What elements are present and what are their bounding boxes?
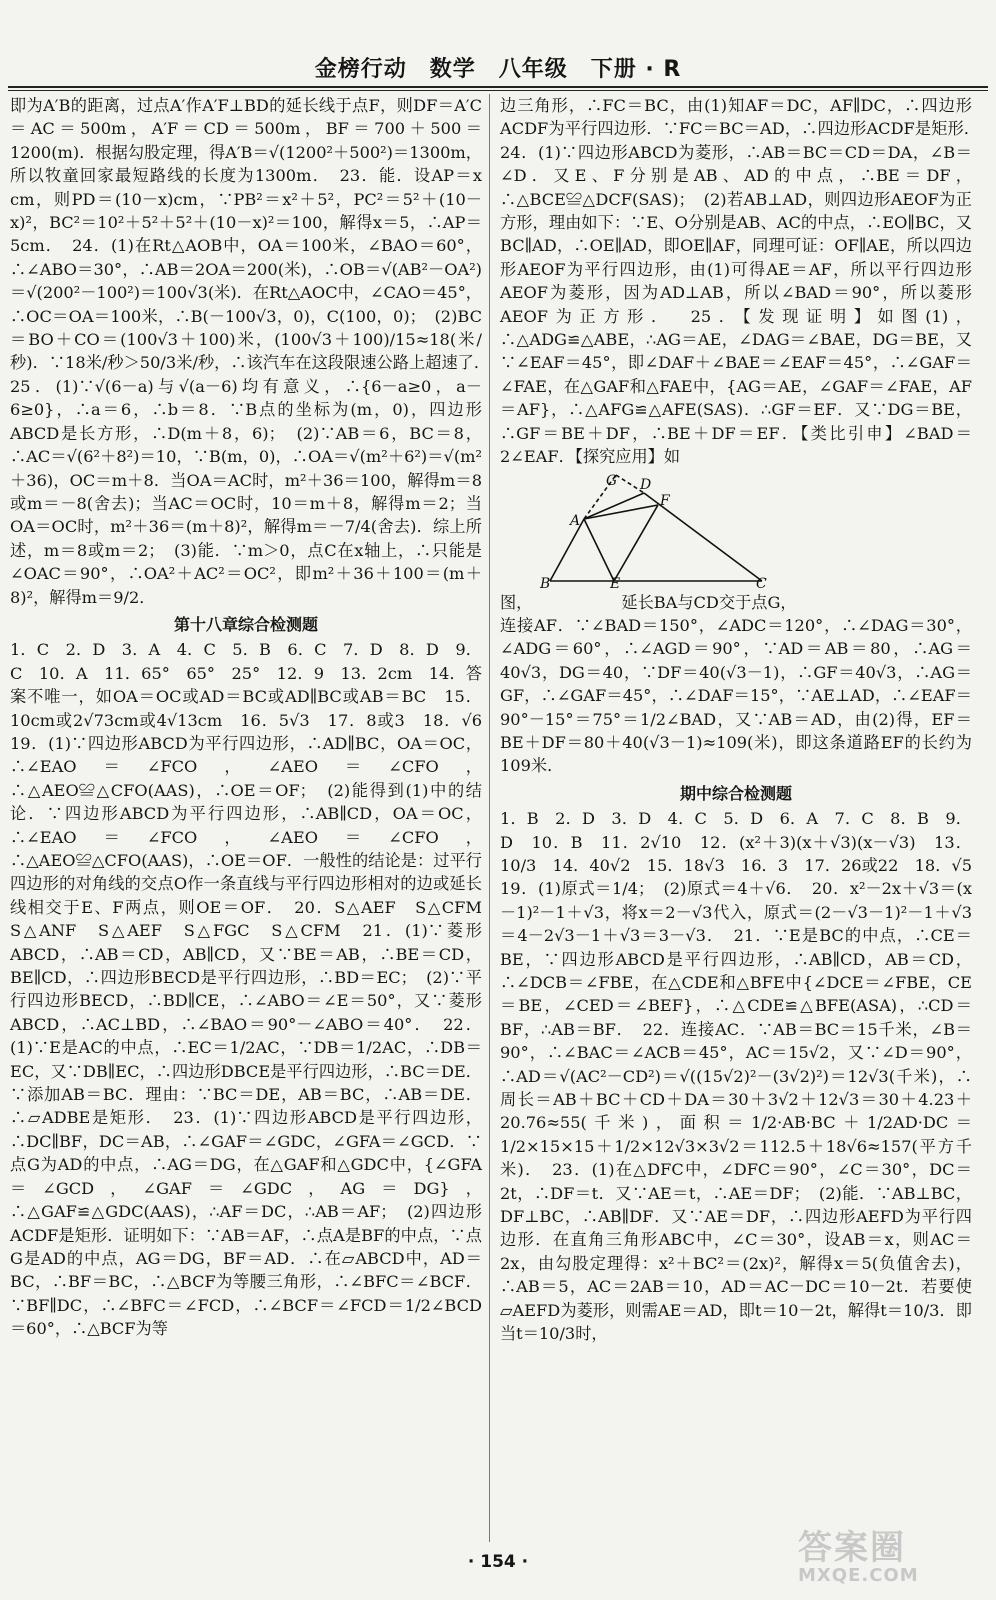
label-f: F bbox=[660, 492, 670, 509]
label-e: E bbox=[610, 575, 621, 592]
section-title-chapter18: 第十八章综合检测题 bbox=[173, 614, 318, 634]
label-b: B bbox=[540, 575, 551, 592]
segment-ae bbox=[584, 519, 614, 581]
label-d: D bbox=[640, 476, 652, 493]
label-a: A bbox=[570, 512, 581, 529]
label-g: G bbox=[606, 472, 618, 489]
watermark-logo bbox=[798, 1520, 978, 1590]
header-rule-thin bbox=[8, 90, 988, 91]
right-column bbox=[500, 94, 989, 1542]
running-header: 金榜行动 数学 八年级 下册 · R bbox=[314, 57, 682, 82]
left-column bbox=[10, 94, 499, 1542]
geometry-figure bbox=[540, 471, 770, 592]
watermark-url: MXQE.COM bbox=[798, 1565, 919, 1586]
right-answers-part1: 边三角形，∴FC＝BC，由(1)知AF＝DC，AF∥DC，∴四边形ACDF为平行四边形．∵FC＝BC＝AD，∴四边形ACDF是矩形． 24．(1)∵四边形ABCD为菱形，∴AB＝BC＝CD＝DA，∠B＝∠D．又E、F分别是AB、AD的中点，∴BE＝DF，∴△BCE≌△DCF(SAS)； (2)若AB⊥AD，则四边形AEOF为正方形，理由如下：∵E、O分别是AB、AC的中点，∴EO∥BC，又BC∥AD，∴OE∥AD，即OE∥AF，同理可证：OF∥AE，所以四边形AEOF为平行四边形，由(1)可得AE＝AF，所以平行四边形AEOF为菱形，因为AD⊥AB，所以∠BAD＝90°，所以菱形AEOF为正方形． 25．【发现证明】如图(1)，∴△ADG≌△ABE，∴AG＝AE，∠DAG＝∠BAE，DG＝BE，又∵∠EAF＝45°，即∠DAF＋∠BAE＝∠EAF＝45°，∴∠GAF＝∠FAE，在△GAF和△FAE中，{AG＝AE，∠GAF＝∠FAE，AF＝AF}，∴△AFG≌△AFE(SAS)．∴GF＝EF．又∵DG＝BE，∴GF＝BE＋DF，∴BE＋DF＝EF．【类比引申】∠BAD＝2∠EAF．【探究应用】如 bbox=[500, 96, 989, 467]
column-divider bbox=[489, 94, 490, 1542]
right-answers-part2: 连接AF．∵∠BAD＝150°，∠ADC＝120°，∴∠DAG＝30°，∠ADG＝60°，∴∠AGD＝90°，∵AD＝AB＝80，∴AG＝40√3，DG＝40，∵DF＝40(√3－1)，∴GF＝40√3，∴AG＝GF，∴∠GAF＝45°，∴∠DAF＝15°，∵AE⊥AD，∴∠EAF＝90°－15°＝75°＝1/2∠BAD，又∵AB＝AD，由(2)得，EF＝BE＋DF＝80＋40(√3－1)≈109(米)，即这条道路EF的长约为109米． bbox=[500, 615, 972, 776]
left-answers-part1: 即为A′B的距离，过点A′作A′F⊥BD的延长线于点F，则DF＝A′C＝AC＝500m，A′F＝CD＝500m，BF＝700＋500＝1200(m)．根据勾股定理，得A′B＝√(1200²＋500²)＝1300m，所以牧童回家最短路线的长度为1300m． 23．能．设AP＝x cm，则PD＝(10－x)cm，∵PB²＝x²＋5²，PC²＝5²＋(10－x)²，BC²＝10²＋5²＋5²＋(10－x)²＝100，解得x＝5，∴AP＝5cm． 24．(1)在Rt△AOB中，OA＝100米，∠BAO＝60°，∴∠ABO＝30°，∴AB＝2OA＝200(米)，∴OB＝√(AB²－OA²)＝√(200²－100²)＝100√3(米)．在Rt△AOC中，∠CAO＝45°，∴OC＝OA＝100米，∴B(－100√3，0)，C(100，0)； (2)BC＝BO＋CO＝(100√3＋100)米，(100√3＋100)/15≈18(米/秒)．∵18米/秒＞50/3米/秒，∴该汽车在这段限速公路上超速了． 25．(1)∵√(6－a)与√(a－6)均有意义，∴{6－a≥0，a－6≥0}，∴a＝6，∴b＝8．∵B点的坐标为(m，0)，四边形ABCD是长方形，∴D(m＋8，6)； (2)∵AB＝6，BC＝8，∴AC＝√(6²＋8²)＝10，∵B(m，0)，∴OA＝√(m²＋6²)＝√(m²＋36)，OC＝m＋8．当OA＝AC时，m²＋36＝100，解得m＝8或m＝－8(舍去)；当AC＝OC时，10＝m＋8，解得m＝2；当OA＝OC时，m²＋36＝(m＋8)²，解得m＝－7/4(舍去)．综上所述，m＝8或m＝2； (3)能．∵m＞0，点C在x轴上，∴只能是∠OAC＝90°，∴OA²＋AC²＝OC²，即m²＋36＋100＝(m＋8)²，解得m＝9/2． bbox=[10, 96, 499, 607]
left-answers-part2: 1．C 2．D 3．A 4．C 5．B 6．C 7．D 8．D 9．C 10．A 11．65° 65° 25° 12．9 13．2cm 14．答案不唯一，如OA＝OC或AD＝BC或AD∥BC或AB＝BC 15．10cm或2√73cm或4√13cm 16．5√3 17．8或3 18．√6 19．(1)∵四边形ABCD为平行四边形，∴AD∥BC，OA＝OC，∴∠EAO＝∠FCO，∠AEO＝∠CFO，∴△AEO≌△CFO(AAS)，∴OE＝OF； (2)能得到(1)中的结论．∵四边形ABCD为平行四边形，∴AB∥CD，OA＝OC，∴∠EAO＝∠FCO，∠AEO＝∠CFO，∴△AEO≌△CFO(AAS)，∴OE＝OF．一般性的结论是：过平行四边形的对角线的交点O作一条直线与平行四边形相对的边或延长线相交于E、F两点，则OE＝OF． 20．S△AEF S△CFM S△ANF S△AEF S△FGC S△CFM 21．(1)∵菱形ABCD，∴AB＝CD，AB∥CD，又∵BE＝AB，∴BE＝CD，BE∥CD，∴四边形BECD是平行四边形，∴BD＝EC； (2)∵平行四边形BECD，∴BD∥CE，∴∠ABO＝∠E＝50°，又∵菱形ABCD，∴AC⊥BD，∴∠BAO＝90°－∠ABO＝40°． 22．(1)∵E是AC的中点，∴EC＝1/2AC，∵DB＝1/2AC，∴DB＝EC，又∵DB∥EC，∴四边形DBCE是平行四边形，∴BC＝DE．∵添加AB＝BC．理由：∵BC＝DE，AB＝BC，∴AB＝DE．∴▱ADBE是矩形． 23．(1)∵四边形ABCD是平行四边形，∴DC∥BF，DC＝AB，∴∠GAF＝∠GDC，∠GFA＝∠GCD．∵点G为AD的中点，∴AG＝DG，在△GAF和△GDC中，{∠GFA＝∠GCD，∠GAF＝∠GDC，AG＝DG}，∴△GAF≌△GDC(AAS)，∴AF＝DC，∴AB＝AF； (2)四边形ACDF是矩形．证明如下：∵AB＝AF，∴点A是BF的中点，∵点G是AD的中点，AG＝DG，BF＝AD．∴在▱ABCD中，AD＝BC，∴BF＝BC，∴△BCF为等腰三角形，∴∠BFC＝∠BCF．∵BF∥DC，∴∠BFC＝∠FCD，∴∠BCF＝∠FCD＝1/2∠BCD＝60°，∴△BCF为等 bbox=[10, 640, 499, 1339]
segment-ef bbox=[614, 505, 658, 581]
page-number: · 154 · bbox=[467, 1552, 529, 1572]
header-rule bbox=[8, 86, 988, 88]
label-c: C bbox=[756, 575, 767, 592]
watermark-mark: 答案圈 bbox=[798, 1528, 906, 1568]
figure-caption-line: 图， 延长BA与CD交于点G， bbox=[500, 592, 797, 612]
segment-af bbox=[584, 505, 658, 519]
section-title-midterm: 期中综合检测题 bbox=[679, 783, 792, 803]
right-answers-part3: 1．B 2．D 3．D 4．C 5．D 6．A 7．C 8．B 9．D 10．B 11．2√10 12．(x²＋3)(x＋√3)(x－√3) 13．10/3 14．40√2 15．18√3 16．3 17．26或22 18．√5 19．(1)原式＝1/4； (2)原式＝4＋√6． 20．x²－2x＋√3＝(x－1)²－1＋√3，将x＝2－√3代入，原式＝(2－√3－1)²－1＋√3＝4－2√3－1＋√3＝3－√3． 21．∵E是BC的中点，∴CE＝BE，∵四边形ABCD是平行四边形，∴AB∥CD，AB＝CD，∴∠DCB＝∠FBE，在△CDE和△BFE中{∠DCE＝∠FBE，CE＝BE，∠CED＝∠BEF}，∴△CDE≌△BFE(ASA)，∴CD＝BF，∴AB＝BF． 22．连接AC．∵AB＝BC＝15千米，∠B＝90°，∴∠BAC＝∠ACB＝45°，AC＝15√2，又∵∠D＝90°，∴AD＝√(AC²－CD²)＝√((15√2)²－(3√2)²)＝12√3(千米)，∴周长＝AB＋BC＋CD＋DA＝30＋3√2＋12√3＝30＋4.23＋20.76≈55(千米)，面积＝1/2·AB·BC＋1/2AD·DC＝1/2×15×15＋1/2×12√3×3√2＝112.5＋18√6≈157(平方千米)． 23．(1)在△DFC中，∠DFC＝90°，∠C＝30°，DC＝2t，∴DF＝t．又∵AE＝t，∴AE＝DF； (2)能．∵AB⊥BC，DF⊥BC，∴AB∥DF．又∵AE＝DF，∴四边形AEFD为平行四边形．在直角三角形ABC中，∠C＝30°，设AB＝x，则AC＝2x，由勾股定理得：x²＋BC²＝(2x)²，解得x＝5(负值舍去)，∴AB＝5，AC＝2AB＝10，AD＝AC－DC＝10－2t．若要使▱AEFD为菱形，则需AE＝AD，即t＝10－2t，解得t＝10/3．即当t＝10/3时， bbox=[500, 809, 989, 1344]
